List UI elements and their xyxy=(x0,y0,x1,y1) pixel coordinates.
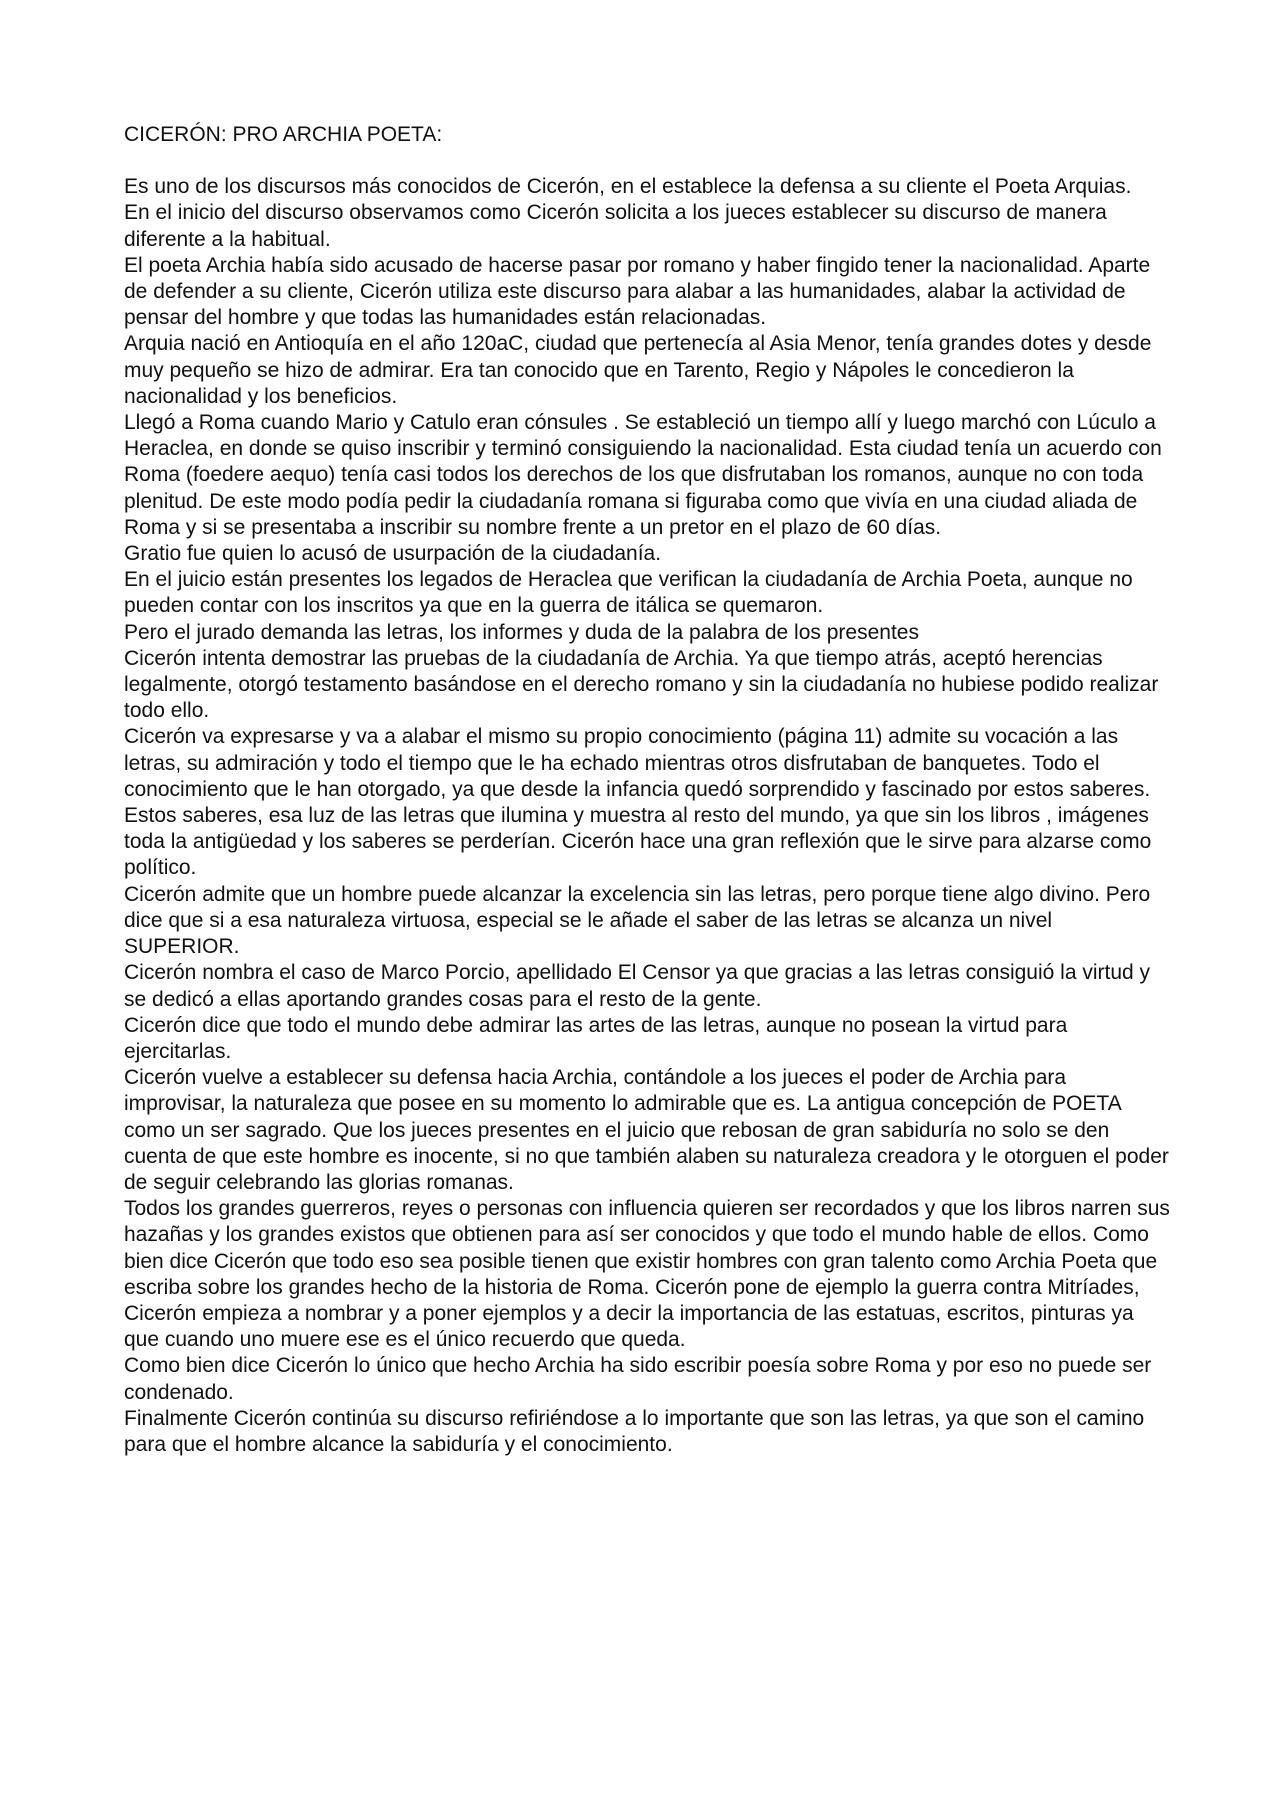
paragraph: Cicerón va expresarse y va a alabar el mismo su propio conocimiento (página 11) admite su vocación a las letras, su admiración y todo el tiempo que le ha echado mientras otros disfrutaban de banquetes. Todo el conocimiento que le han otorgado, ya que desde la infancia quedó sorprendido y fascinado por estos saberes. Estos saberes, esa luz de las letras que ilumina y muestra al resto del mundo, ya que sin los libros , imágenes toda la antigüedad y los saberes se perderían. Cicerón hace una gran reflexión que le sirve para alzarse como político. xyxy=(124,725,1152,880)
paragraph: Pero el jurado demanda las letras, los informes y duda de la palabra de los presentes xyxy=(124,620,919,644)
paragraph: Gratio fue quien lo acusó de usurpación de la ciudadanía. xyxy=(124,542,662,566)
paragraph: El poeta Archia había sido acusado de hacerse pasar por romano y haber fingido tener la nacionalidad. Aparte de defender a su cliente, Cicerón utiliza este discurso para alabar a las humanidades, alabar la actividad de pensar del hombre y que todas las humanidades están relacionadas. xyxy=(124,253,1151,330)
document-title: CICERÓN: PRO ARCHIA POETA: xyxy=(124,123,443,146)
paragraph: Cicerón dice que todo el mundo debe admirar las artes de las letras, aunque no posean la virtud para ejercitarlas. xyxy=(124,1013,1068,1063)
paragraph: Es uno de los discursos más conocidos de Cicerón, en el establece la defensa a su cliente el Poeta Arquias. xyxy=(124,175,1132,199)
paragraph: Arquia nació en Antioquía en el año 120aC, ciudad que pertenecía al Asia Menor, tenía grandes dotes y desde muy pequeño se hizo de admirar. Era tan conocido que en Tarento, Regio y Nápoles le concedieron la nacionalidad y los beneficios. xyxy=(124,332,1152,408)
paragraph: Cicerón vuelve a establecer su defensa hacia Archia, contándole a los jueces el poder de Archia para improvisar, la naturaleza que posee en su momento lo admirable que es. La antigua concepción de POETA como un ser sagrado. Que los jueces presentes en el juicio que rebosan de gran sabiduría no solo se den cuenta de que este hombre es inocente, si no que también alaben su naturaleza creadora y le otorguen el poder de seguir celebrando las glorias romanas. xyxy=(124,1066,1169,1194)
document-body xyxy=(124,122,1172,1458)
paragraph: Llegó a Roma cuando Mario y Catulo eran cónsules . Se estableció un tiempo allí y luego marchó con Lúculo a Heraclea, en donde se quiso inscribir y terminó consiguiendo la nacionalidad. Esta ciudad tenía un acuerdo con Roma (foedere aequo) tenía casi todos los derechos de los que disfrutaban los romanos, aunque no con toda plenitud. De este modo podía pedir la ciudadanía romana si figuraba como que vivía en una ciudad aliada de Roma y si se presentaba a inscribir su nombre frente a un pretor en el plazo de 60 días. xyxy=(124,411,1162,539)
paragraph: Como bien dice Cicerón lo único que hecho Archia ha sido escribir poesía sobre Roma y por eso no puede ser condenado. xyxy=(124,1354,1152,1404)
paragraph: Todos los grandes guerreros, reyes o personas con influencia quieren ser recordados y que los libros narren sus hazañas y los grandes existos que obtienen para así ser conocidos y que todo el mundo hable de ellos. Como bien dice Cicerón que todo eso sea posible tienen que existir hombres con gran talento como Archia Poeta que escriba sobre los grandes hecho de la historia de Roma. Cicerón pone de ejemplo la guerra contra Mitríades, Cicerón empieza a nombrar y a poner ejemplos y a decir la importancia de las estatuas, escritos, pinturas ya que cuando uno muere ese es el único recuerdo que queda. xyxy=(124,1197,1170,1352)
paragraph: Cicerón intenta demostrar las pruebas de la ciudadanía de Archia. Ya que tiempo atrás, aceptó herencias legalmente, otorgó testamento basándose en el derecho romano y sin la ciudadanía no hubiese podido realizar todo ello. xyxy=(124,646,1159,723)
paragraph: Cicerón nombra el caso de Marco Porcio, apellidado El Censor ya que gracias a las letras consiguió la virtud y se dedicó a ellas aportando grandes cosas para el resto de la gente. xyxy=(124,961,1151,1011)
paragraph: En el inicio del discurso observamos como Cicerón solicita a los jueces establecer su discurso de manera diferente a la habitual. xyxy=(124,201,1107,251)
paragraph: Cicerón admite que un hombre puede alcanzar la excelencia sin las letras, pero porque tiene algo divino. Pero dice que si a esa naturaleza virtuosa, especial se le añade el saber de las letras se alcanza un nivel SUPERIOR. xyxy=(124,882,1151,959)
paragraph: En el juicio están presentes los legados de Heraclea que verifican la ciudadanía de Archia Poeta, aunque no pueden contar con los inscritos ya que en la guerra de itálica se quemaron. xyxy=(124,568,1133,618)
paragraph: Finalmente Cicerón continúa su discurso refiriéndose a lo importante que son las letras, ya que son el camino para que el hombre alcance la sabiduría y el conocimiento. xyxy=(124,1406,1145,1456)
